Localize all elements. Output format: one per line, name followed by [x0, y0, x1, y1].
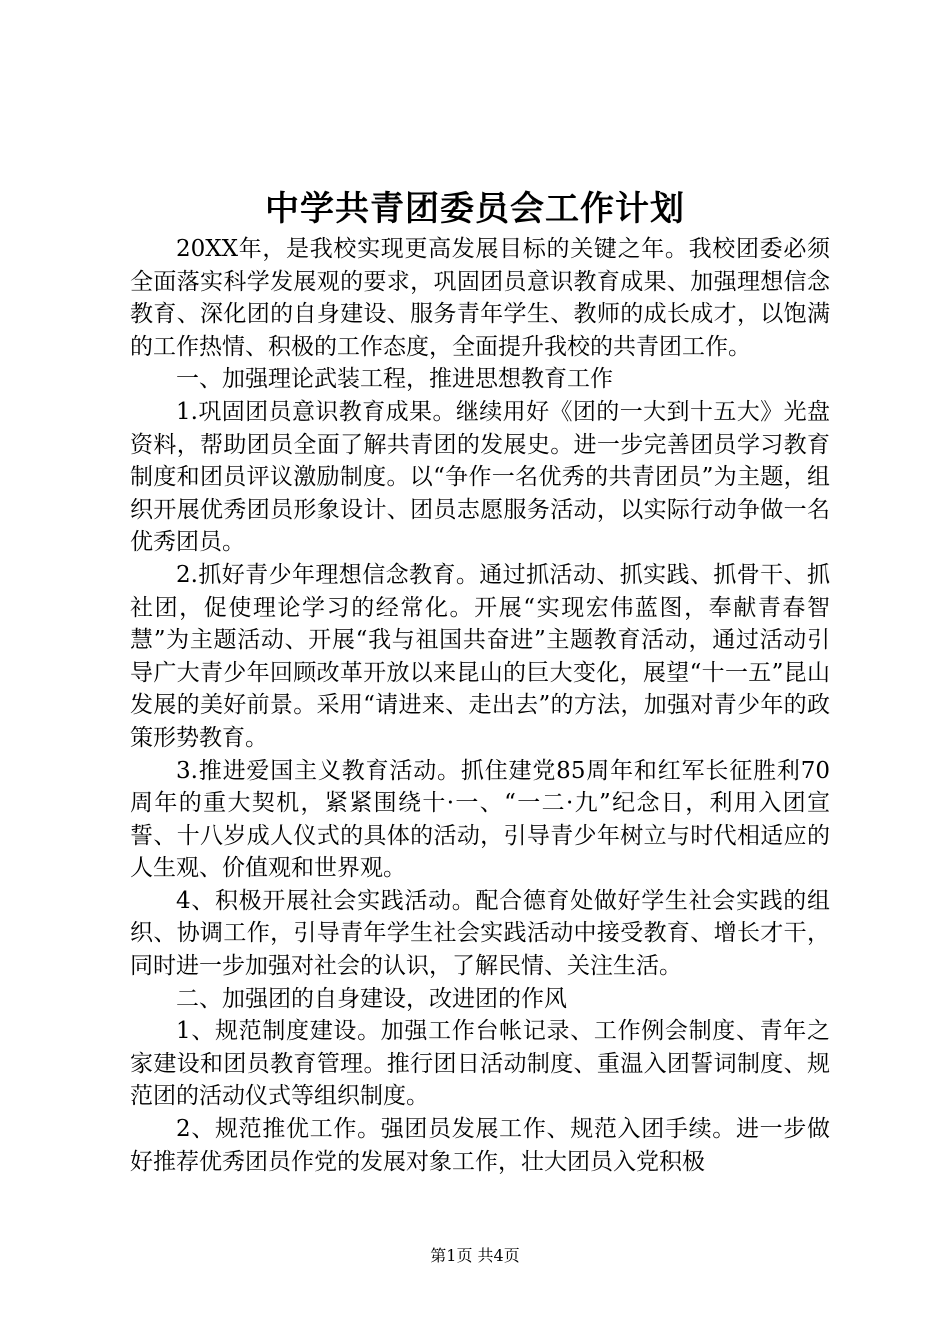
- paragraph-1-4: 4、积极开展社会实践活动。配合德育处做好学生社会实践的组织、协调工作，引导青年学生社会实践活动中接受教育、增长才干，同时进一步加强对社会的认识，了解民情、关注生活。: [130, 887, 830, 980]
- paragraph-1-1: 1.巩固团员意识教育成果。继续用好《团的一大到十五大》光盘资料，帮助团员全面了解共青团的发展史。进一步完善团员学习教育制度和团员评议激励制度。以“争作一名优秀的共青团员”为主题，组织开展优秀团员形象设计、团员志愿服务活动，以实际行动争做一名优秀团员。: [130, 398, 830, 556]
- page-footer: 第1页 共4页: [430, 1246, 520, 1265]
- paragraph-2-1: 1、规范制度建设。加强工作台帐记录、工作例会制度、青年之家建设和团员教育管理。推行团日活动制度、重温入团誓词制度、规范团的活动仪式等组织制度。: [130, 1018, 830, 1110]
- paragraph-2-2: 2、规范推优工作。强团员发展工作、规范入团手续。进一步做好推荐优秀团员作党的发展对象工作，壮大团员入党积极: [130, 1116, 830, 1175]
- document-title: 中学共青团委员会工作计划: [265, 189, 685, 229]
- paragraph-intro: 20XX年，是我校实现更高发展目标的关键之年。我校团委必须全面落实科学发展观的要求，巩固团员意识教育成果、加强理想信念教育、深化团的自身建设、服务青年学生、教师的成长成才，以饱满的工作热情、积极的工作态度，全面提升我校的共青团工作。: [130, 236, 830, 360]
- paragraph-1-3: 3.推进爱国主义教育活动。抓住建党85周年和红军长征胜利70周年的重大契机，紧紧围绕十·一、“一二·九”纪念日，利用入团宣誓、十八岁成人仪式的具体的活动，引导青少年树立与时代相适应的人生观、价值观和世界观。: [130, 757, 830, 882]
- section-heading-2: 二、加强团的自身建设，改进团的作风: [176, 985, 567, 1012]
- paragraph-1-2: 2.抓好青少年理想信念教育。通过抓活动、抓实践、抓骨干、抓社团，促使理论学习的经常化。开展“实现宏伟蓝图，奉献青春智慧”为主题活动、开展“我与祖国共奋进”主题教育活动，通过活动引导广大青少年回顾改革开放以来昆山的巨大变化，展望“十一五”昆山发展的美好前景。采用“请进来、走出去”的方法，加强对青少年的政策形势教育。: [130, 561, 830, 751]
- section-heading-1: 一、加强理论武装工程，推进思想教育工作: [176, 366, 613, 393]
- document-body: [130, 233, 830, 1178]
